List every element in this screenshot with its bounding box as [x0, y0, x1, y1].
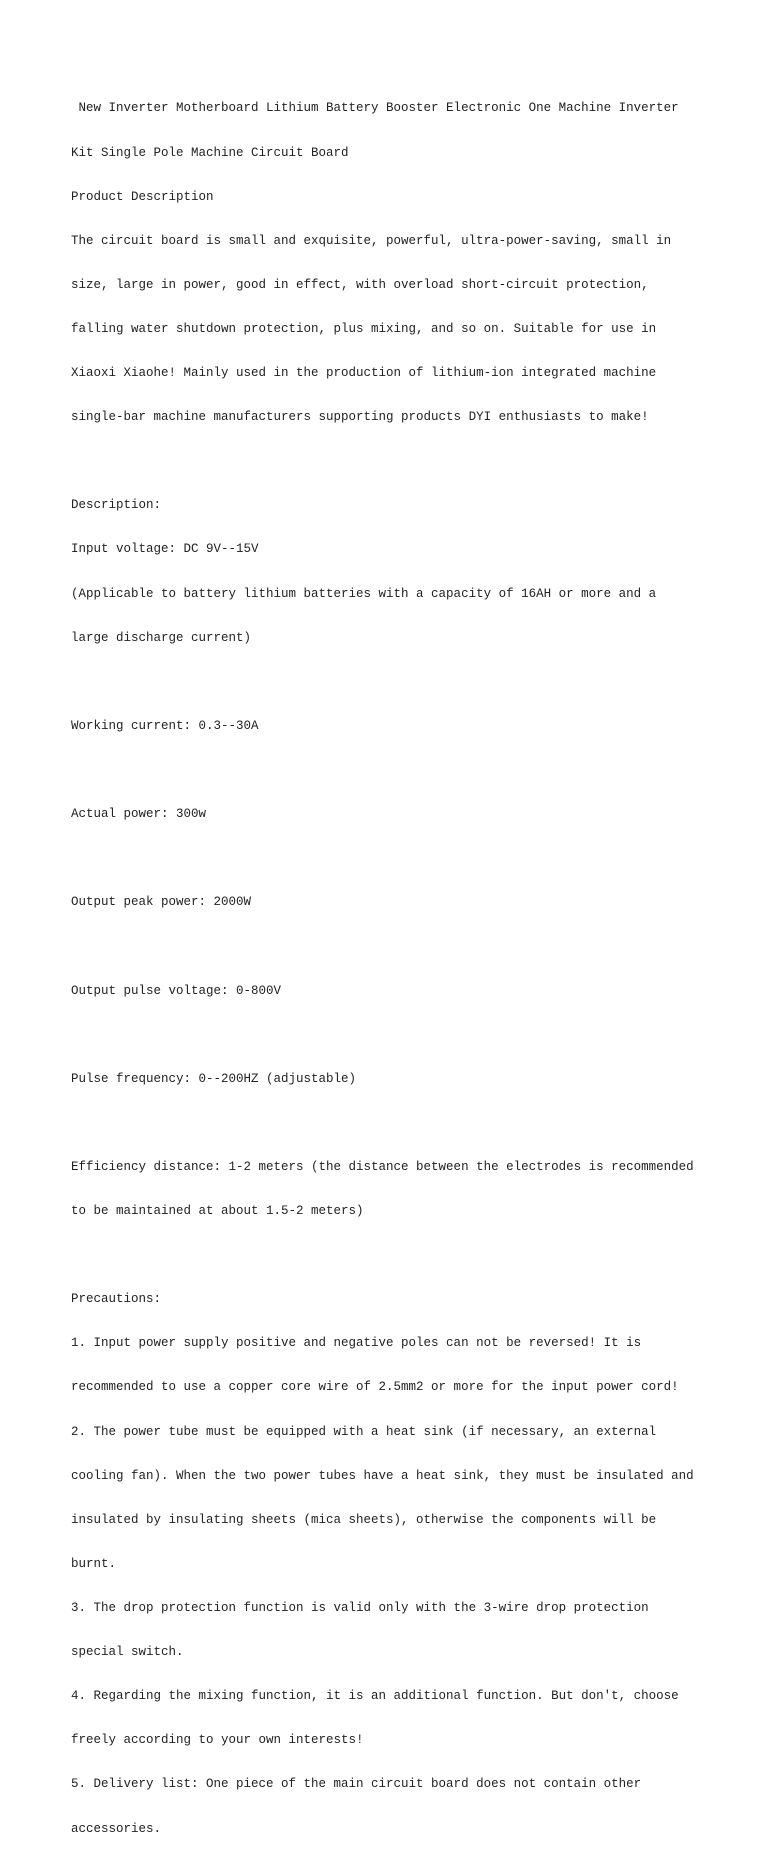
document-body [71, 72, 751, 1866]
input-note-line-2: large discharge current) [71, 630, 252, 645]
precaution-line-9: 4. Regarding the mixing function, it is an additional function. But don't, choose [71, 1689, 679, 1704]
blank-line [71, 1116, 751, 1131]
intro-line-1: The circuit board is small and exquisite, powerful, ultra-power-saving, small in [71, 233, 672, 248]
precaution-line-7: 3. The drop protection function is valid only with the 3-wire drop protection [71, 1601, 649, 1615]
blank-line [71, 939, 751, 954]
precaution-line-3: 2. The power tube must be equipped with a heat sink (if necessary, an external [71, 1424, 657, 1439]
title-line-1: New Inverter Motherboard Lithium Battery Booster Electronic One Machine Inverter [71, 101, 679, 116]
precautions-heading: Precautions: [71, 1292, 162, 1307]
efficiency-line-2: to be maintained at about 1.5-2 meters) [71, 1204, 364, 1219]
output-pulse-voltage: Output pulse voltage: 0-800V [71, 983, 282, 998]
precaution-line-10: freely according to your own interests! [71, 1733, 364, 1748]
blank-line [71, 675, 751, 690]
actual-power: Actual power: 300w [71, 807, 207, 822]
blank-line [71, 851, 751, 866]
precaution-line-2: recommended to use a copper core wire of 2.5mm2 or more for the input power cord! [71, 1380, 679, 1395]
working-current: Working current: 0.3--30A [71, 718, 259, 733]
intro-line-3: falling water shutdown protection, plus mixing, and so on. Suitable for use in [71, 321, 657, 336]
precaution-line-8: special switch. [71, 1645, 184, 1660]
precaution-line-5: insulated by insulating sheets (mica sheets), otherwise the components will be [71, 1512, 657, 1527]
pulse-frequency: Pulse frequency: 0--200HZ (adjustable) [71, 1071, 357, 1086]
precaution-line-12: accessories. [71, 1821, 162, 1836]
input-voltage: Input voltage: DC 9V--15V [71, 542, 259, 557]
blank-line [71, 454, 751, 469]
precaution-line-4: cooling fan). When the two power tubes have a heat sink, they must be insulated and [71, 1468, 694, 1483]
output-peak-power: Output peak power: 2000W [71, 895, 252, 910]
precaution-line-6: burnt. [71, 1556, 117, 1571]
intro-line-2: size, large in power, good in effect, with overload short-circuit protection, [71, 277, 649, 292]
intro-line-4: Xiaoxi Xiaohe! Mainly used in the production of lithium-ion integrated machine [71, 366, 657, 381]
blank-line [71, 1028, 751, 1043]
precaution-line-11: 5. Delivery list: One piece of the main circuit board does not contain other [71, 1777, 642, 1792]
efficiency-line-1: Efficiency distance: 1-2 meters (the distance between the electrodes is recommended [71, 1159, 694, 1174]
blank-line [71, 763, 751, 778]
section-heading: Product Description [71, 189, 214, 204]
title-line-2: Kit Single Pole Machine Circuit Board [71, 145, 349, 160]
intro-line-5: single-bar machine manufacturers supporting products DYI enthusiasts to make! [71, 410, 649, 425]
precaution-line-1: 1. Input power supply positive and negative poles can not be reversed! It is [71, 1336, 642, 1351]
input-note-line-1: (Applicable to battery lithium batteries with a capacity of 16AH or more and a [71, 586, 657, 601]
blank-line [71, 1248, 751, 1263]
description-heading: Description: [71, 498, 162, 513]
